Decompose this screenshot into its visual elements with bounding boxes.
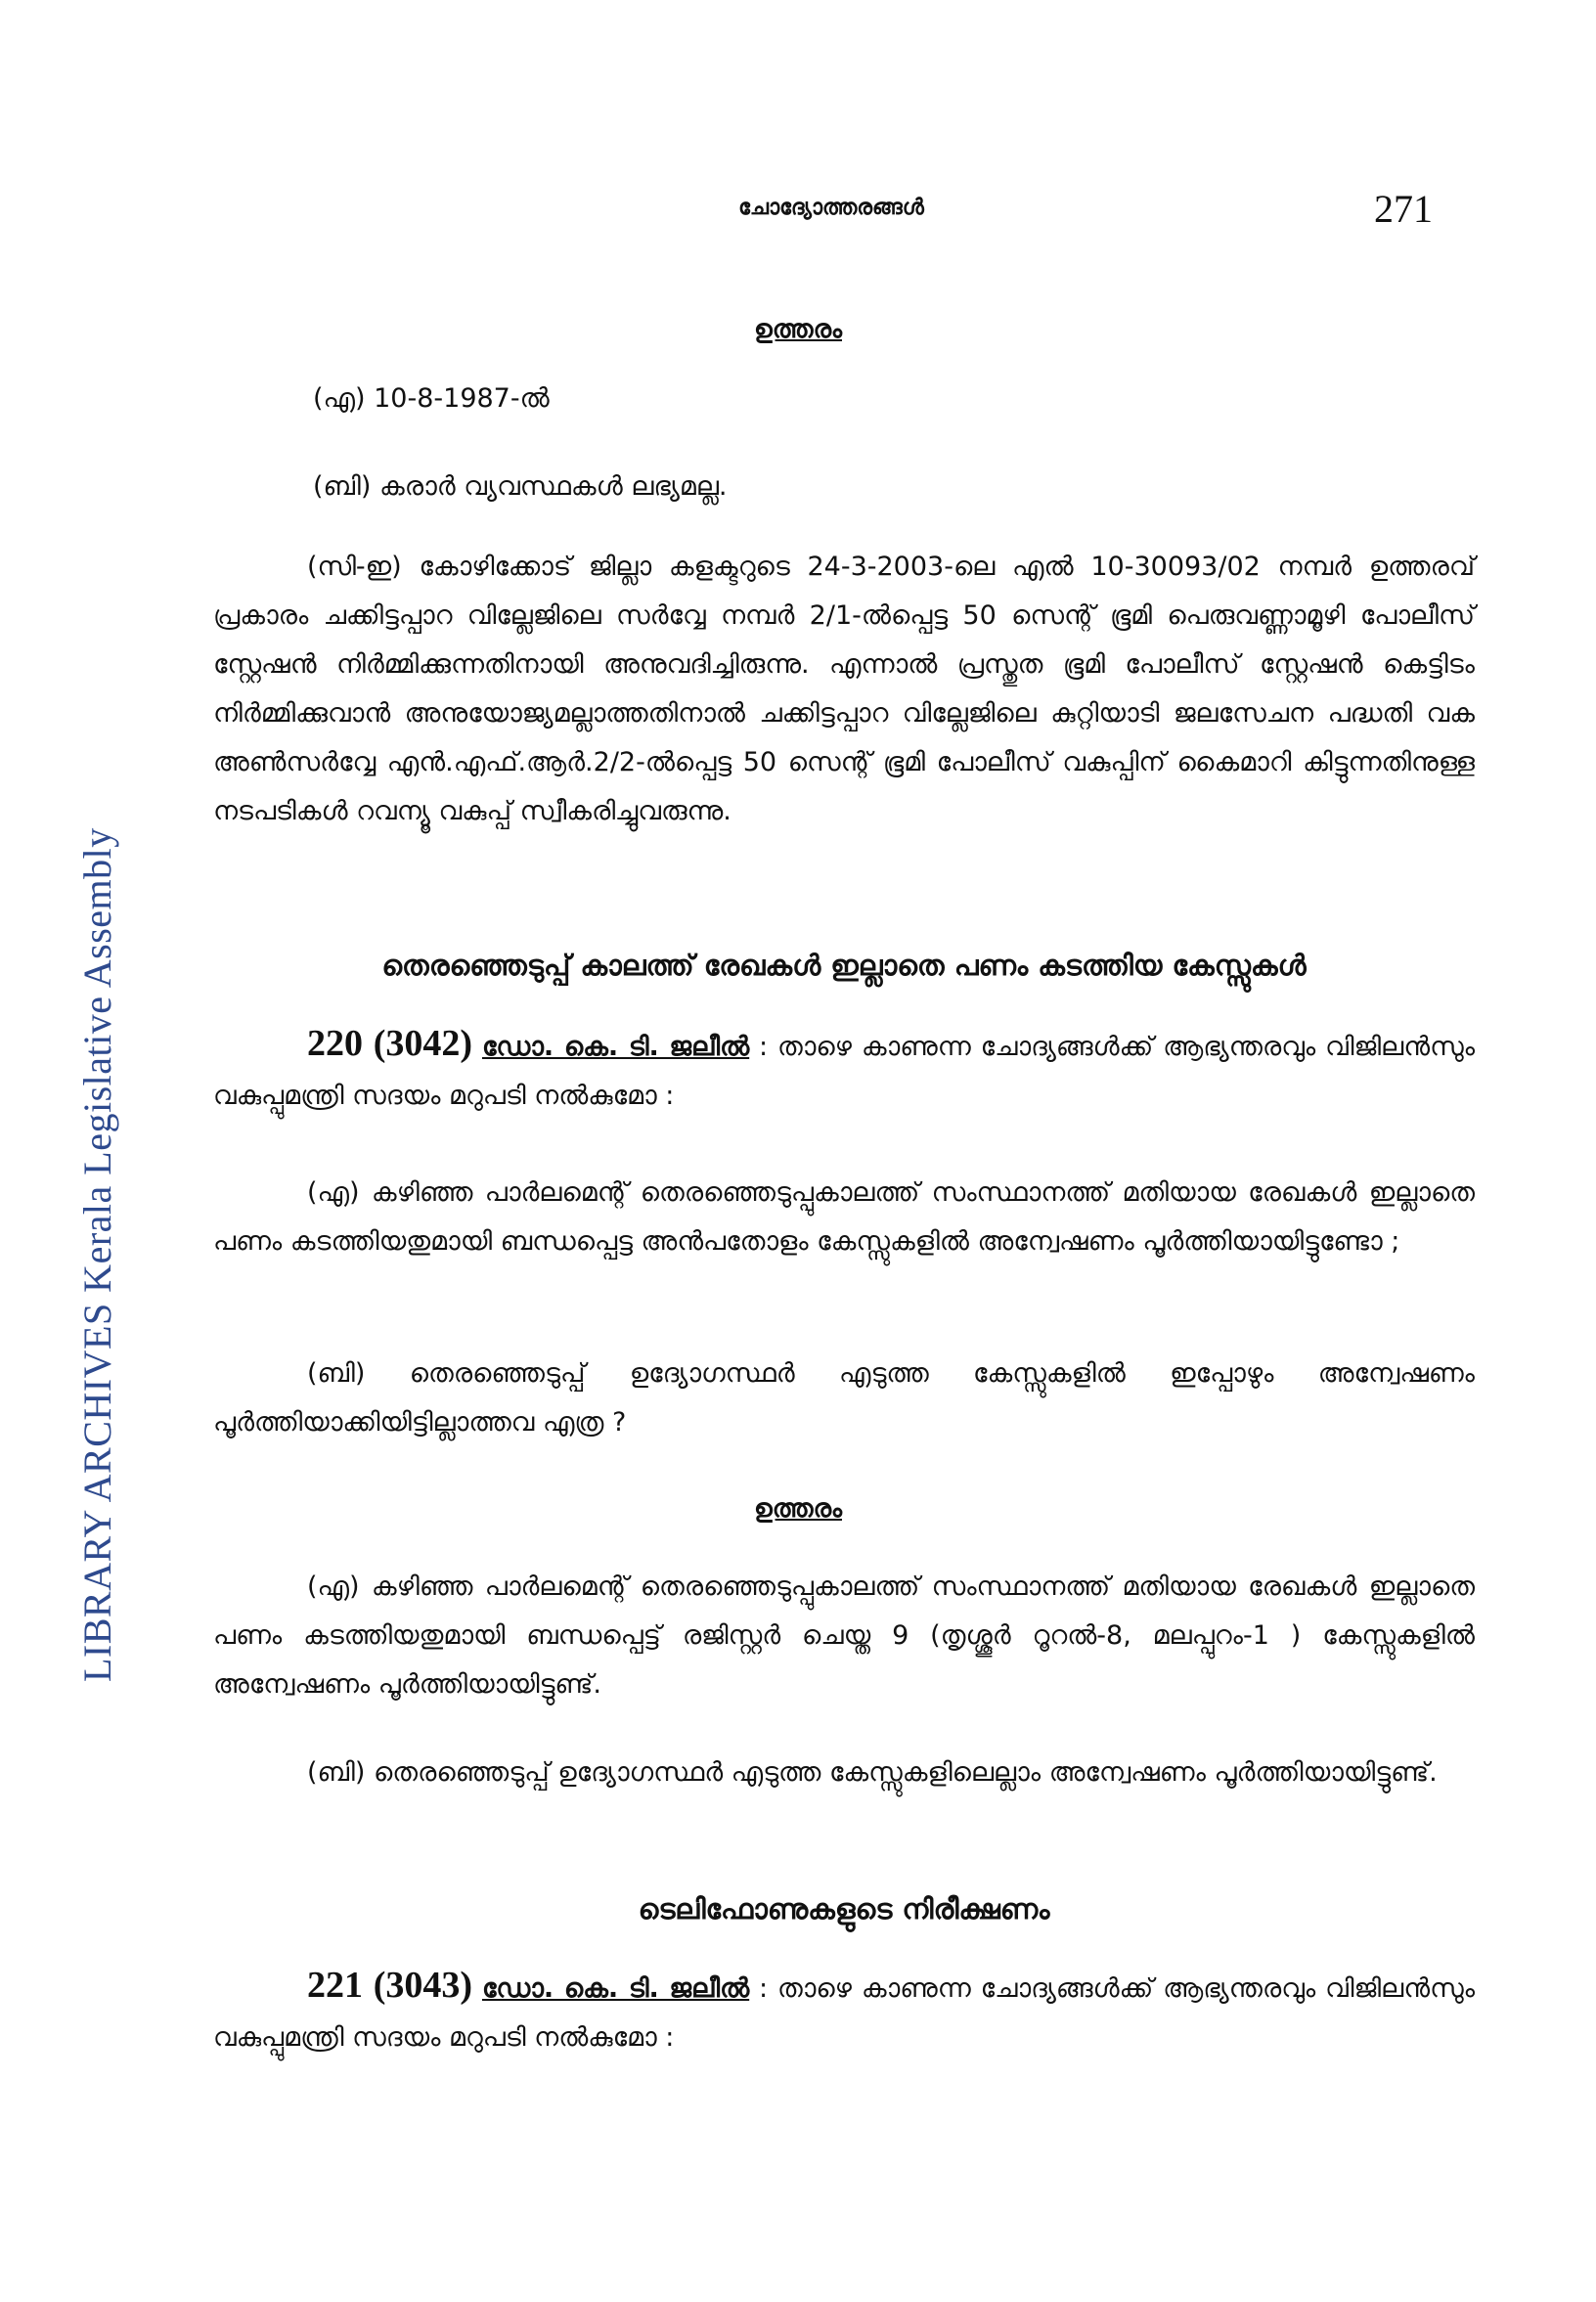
answer-220-b: (ബി) തെരഞ്ഞെടുപ്പ് ഉദ്യോഗസ്ഥർ എടുത്ത കേസ്സുകളിലെല്ലാം അന്വേഷണം പൂർത്തിയായിട്ടുണ്ട്. <box>307 1757 1438 1788</box>
question-220-intro <box>213 1019 1475 1121</box>
answer-ce: (സി-ഇ) കോഴിക്കോട് ജില്ലാ കളക്ടറുടെ 24-3-2003-ലെ എൽ 10-30093/02 നമ്പർ ഉത്തരവ് പ്രകാരം ചക്കിട്ടപ്പാറ വില്ലേജിലെ സർവ്വേ നമ്പർ 2/1-ൽപ്പെട്ട 50 സെന്റ് ഭൂമി പെരുവണ്ണാമൂഴി പോലീസ് സ്റ്റേഷൻ നിർമ്മിക്കുന്നതിനായി അനുവദിച്ചിരുന്നു. എന്നാൽ പ്രസ്തുത ഭൂമി പോലീസ് സ്റ്റേഷൻ കെട്ടിടം നിർമ്മിക്കുവാൻ അനുയോജ്യമല്ലാത്തതിനാൽ ചക്കിട്ടപ്പാറ വില്ലേജിലെ കുറ്റിയാടി ജലസേചന പദ്ധതി വക അൺസർവ്വേ എൻ.എഫ്.ആർ.2/2-ൽപ്പെട്ട 50 സെന്റ് ഭൂമി പോലീസ് വകുപ്പിന് കൈമാറി കിട്ടുന്നതിനുള്ള നടപടികൾ റവന്യൂ വകുപ്പ് സ്വീകരിച്ചുവരുന്നു. <box>213 552 1475 826</box>
answer-heading: ഉത്തരം <box>754 315 842 344</box>
archive-watermark: LIBRARY ARCHIVES Kerala Legislative Assembly <box>75 827 119 1682</box>
question-number: 221 (3043) <box>307 1965 473 2006</box>
answer-heading-220: ഉത്തരം <box>754 1494 842 1524</box>
question-221-intro <box>213 1961 1475 2062</box>
question-intro-text: : താഴെ കാണുന്ന ചോദ്യങ്ങൾക്ക് ആഭ്യന്തരവും വിജിലൻസും വകുപ്പുമന്ത്രി സദയം മറുപടി നൽകുമോ : <box>213 1973 1476 2053</box>
member-name: ഡോ. കെ. ടി. ജലീൽ <box>481 1032 750 1062</box>
section-title-221: ടെലിഫോണുകളുടെ നിരീക്ഷണം <box>638 1892 1050 1926</box>
question-220-b: (ബി) തെരഞ്ഞെടുപ്പ് ഉദ്യോഗസ്ഥർ എടുത്ത കേസ്സുകളിൽ ഇപ്പോഴും അന്വേഷണം പൂർത്തിയാക്കിയിട്ടില്ലാത്തവ എത്ര ? <box>213 1358 1475 1438</box>
answer-a: (എ) 10-8-1987-ൽ <box>313 383 550 414</box>
answer-b: (ബി) കരാർ വ്യവസ്ഥകൾ ലഭ്യമല്ല. <box>313 471 728 502</box>
section-title-220: തെരഞ്ഞെടുപ്പ് കാലത്ത് രേഖകൾ ഇല്ലാതെ പണം കടത്തിയ കേസ്സുകൾ <box>381 949 1307 982</box>
question-intro-text: : താഴെ കാണുന്ന ചോദ്യങ്ങൾക്ക് ആഭ്യന്തരവും വിജിലൻസും വകുപ്പുമന്ത്രി സദയം മറുപടി നൽകുമോ : <box>213 1032 1476 1111</box>
question-220-a: (എ) കഴിഞ്ഞ പാർലമെന്റ് തെരഞ്ഞെടുപ്പുകാലത്ത് സംസ്ഥാനത്ത് മതിയായ രേഖകൾ ഇല്ലാതെ പണം കടത്തിയതുമായി ബന്ധപ്പെട്ട അൻപതോളം കേസ്സുകളിൽ അന്വേഷണം പൂർത്തിയായിട്ടുണ്ടോ ; <box>213 1177 1475 1257</box>
running-header: ചോദ്യോത്തരങ്ങൾ <box>738 196 924 220</box>
page-number: 271 <box>1374 187 1433 231</box>
question-number: 220 (3042) <box>307 1023 473 1064</box>
answer-220-a: (എ) കഴിഞ്ഞ പാർലമെന്റ് തെരഞ്ഞെടുപ്പുകാലത്ത് സംസ്ഥാനത്ത് മതിയായ രേഖകൾ ഇല്ലാതെ പണം കടത്തിയതുമായി ബന്ധപ്പെട്ട് രജിസ്റ്റർ ചെയ്ത 9 (തൃശ്ശൂർ റൂറൽ-8, മലപ്പുറം-1 ) കേസ്സുകളിൽ അന്വേഷണം പൂർത്തിയായിട്ടുണ്ട്. <box>213 1572 1475 1700</box>
member-name: ഡോ. കെ. ടി. ജലീൽ <box>481 1973 750 2004</box>
